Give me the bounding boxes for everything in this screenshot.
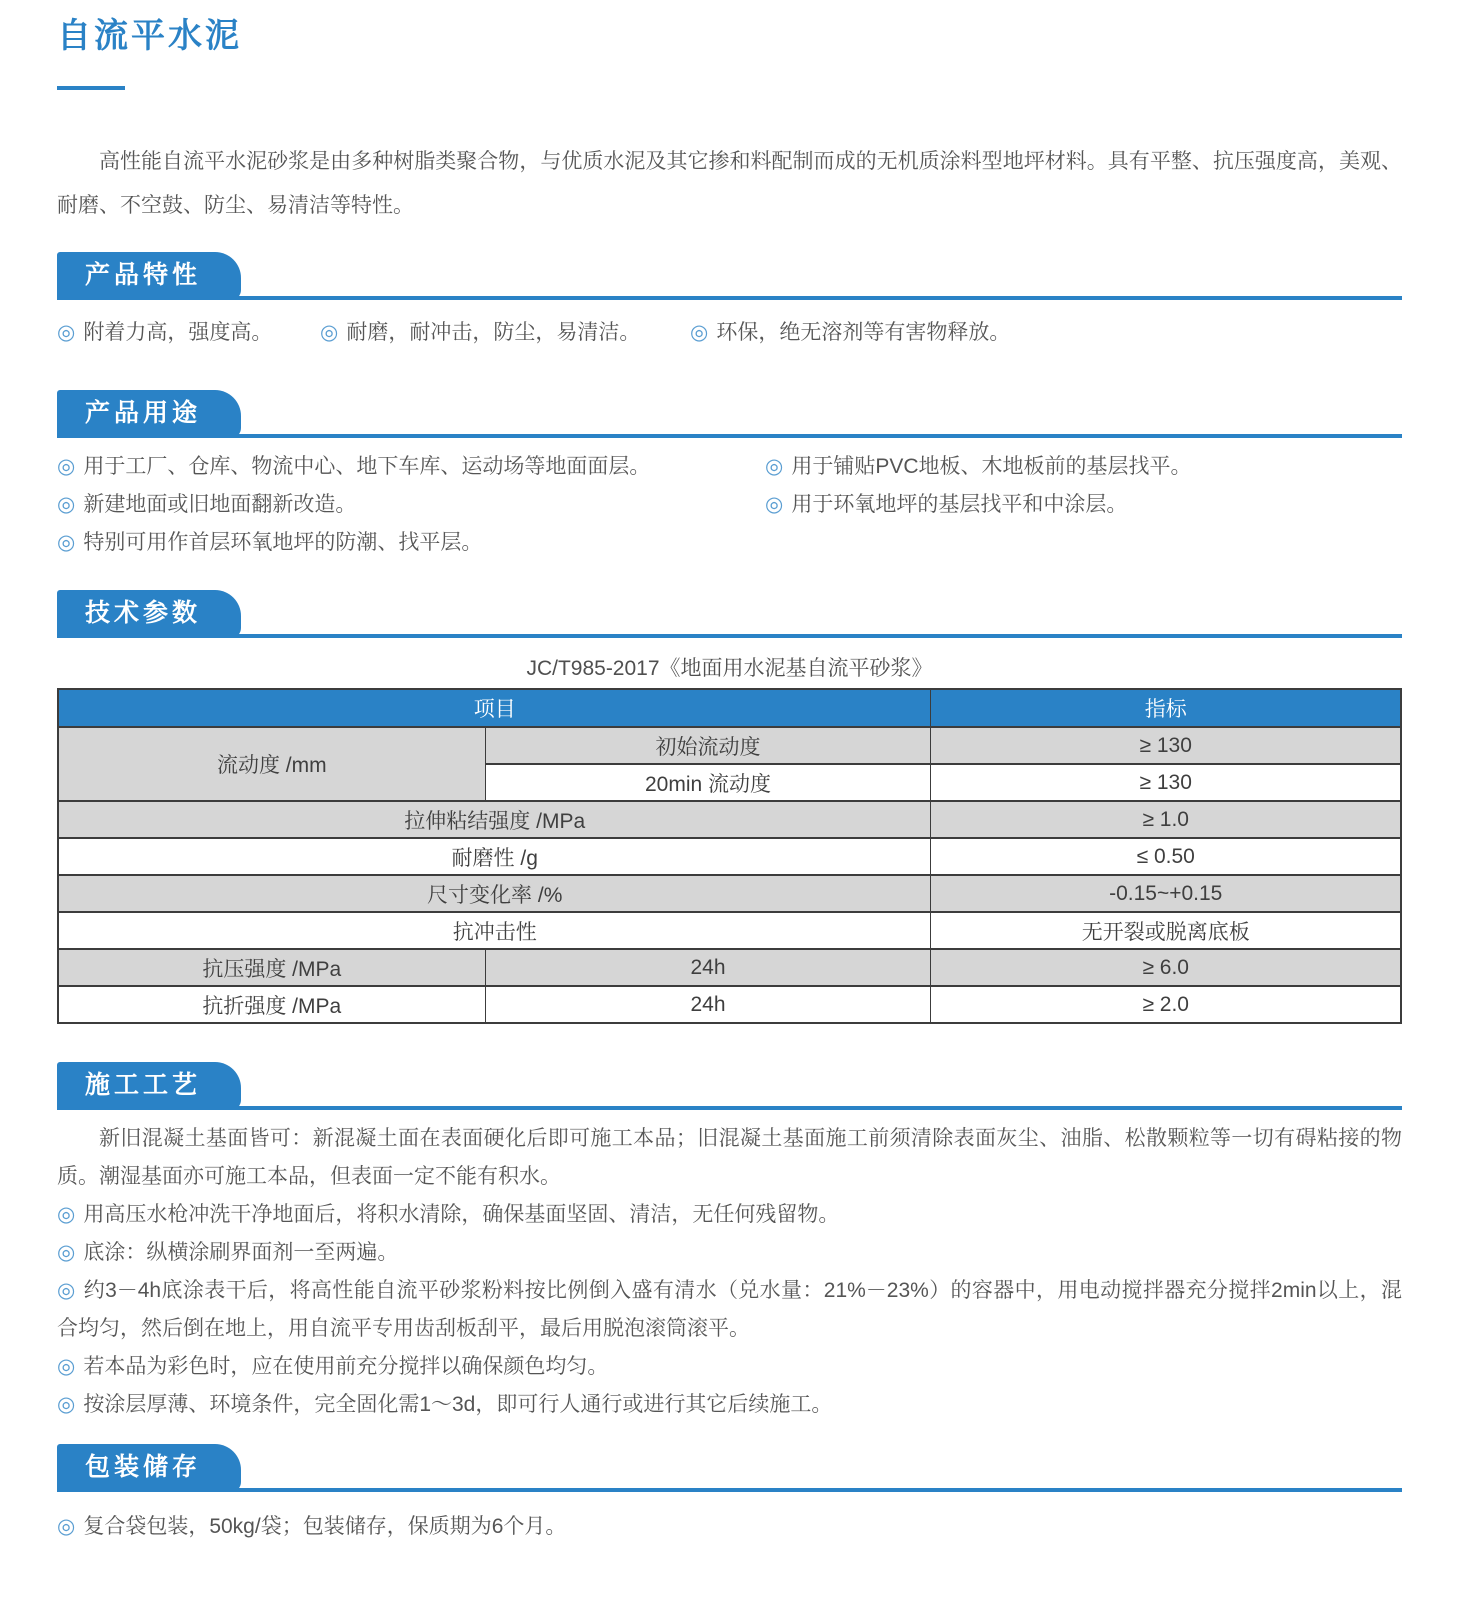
- table-row: [58, 986, 1401, 1023]
- section-header-uses: [57, 390, 1402, 438]
- uses-list-right: [765, 448, 1402, 562]
- section-tab: 包装储存: [57, 1444, 241, 1492]
- standard-reference: JC/T985-2017《地面用水泥基自流平砂浆》: [526, 657, 933, 680]
- list-item: [765, 486, 1402, 524]
- bullet-text: 用于环氧地坪的基层找平和中涂层。: [791, 493, 1128, 516]
- process-instructions: [57, 1120, 1402, 1424]
- table-cell: 拉伸粘结强度 /MPa: [58, 801, 931, 838]
- table-cell: -0.15~+0.15: [931, 875, 1401, 912]
- table-cell: 20min 流动度: [485, 764, 931, 801]
- list-item: [57, 1386, 1402, 1424]
- bullet-text: 约3－4h底涂表干后，将高性能自流平砂浆粉料按比例倒入盛有清水（兑水量：21%－23%）的容器中，用电动搅拌器充分搅拌2min以上，混合均匀，然后倒在地上，用自流平专用齿刮板刮平，最后用脱泡滚筒滚平。: [57, 1279, 1402, 1340]
- table-cell: 抗压强度 /MPa: [58, 949, 485, 986]
- table-cell: 24h: [485, 949, 931, 986]
- title-underline: [57, 86, 125, 90]
- bullseye-icon: ◎: [690, 321, 709, 344]
- list-item: [57, 524, 765, 562]
- list-item: [765, 448, 1402, 486]
- section-tab: 技术参数: [57, 590, 241, 638]
- table-cell: 初始流动度: [485, 727, 931, 764]
- list-item: [57, 448, 765, 486]
- table-cell: 无开裂或脱离底板: [931, 912, 1401, 949]
- bullet-text: 若本品为彩色时，应在使用前充分搅拌以确保颜色均匀。: [83, 1355, 609, 1378]
- bullet-text: 用于铺贴PVC地板、木地板前的基层找平。: [791, 455, 1192, 478]
- table-row: [58, 801, 1401, 838]
- list-item: [57, 1272, 1402, 1348]
- packaging-info: [57, 1508, 1402, 1546]
- list-item: [690, 314, 1402, 352]
- table-row: [58, 949, 1401, 986]
- table-cell: 抗冲击性: [58, 912, 931, 949]
- table-cell: 耐磨性 /g: [58, 838, 931, 875]
- table-cell: ≥ 2.0: [931, 986, 1401, 1023]
- bullseye-icon: ◎: [320, 321, 339, 344]
- bullseye-icon: ◎: [57, 321, 76, 344]
- table-cell: 尺寸变化率 /%: [58, 875, 931, 912]
- bullet-text: 用高压水枪冲洗干净地面后，将积水清除，确保基面坚固、清洁，无任何残留物。: [83, 1203, 840, 1226]
- bullet-text: 底涂：纵横涂刷界面剂一至两遍。: [83, 1241, 399, 1264]
- bullet-text: 用于工厂、仓库、物流中心、地下车库、运动场等地面面层。: [83, 455, 651, 478]
- bullseye-icon: ◎: [765, 493, 784, 516]
- table-row: [58, 838, 1401, 875]
- bullseye-icon: ◎: [57, 1515, 76, 1538]
- column-header-item: 项目: [58, 689, 931, 727]
- bullet-text: 附着力高，强度高。: [83, 321, 273, 344]
- bullseye-icon: ◎: [57, 1279, 76, 1302]
- table-header-row: [58, 689, 1401, 727]
- specs-table: [57, 688, 1402, 1024]
- list-item: [57, 1348, 1402, 1386]
- table-row: [58, 912, 1401, 949]
- table-cell: ≥ 6.0: [931, 949, 1401, 986]
- section-rule: [57, 434, 1402, 438]
- bullet-text: 新建地面或旧地面翻新改造。: [83, 493, 357, 516]
- page-title: 自流平水泥: [57, 17, 242, 55]
- intro-paragraph: 高性能自流平水泥砂浆是由多种树脂类聚合物，与优质水泥及其它掺和料配制而成的无机质涂料型地坪材料。具有平整、抗压强度高，美观、耐磨、不空鼓、防尘、易清洁等特性。: [57, 150, 1402, 217]
- features-list: [57, 314, 1402, 352]
- bullseye-icon: ◎: [57, 1393, 76, 1416]
- process-intro: 新旧混凝土基面皆可：新混凝土面在表面硬化后即可施工本品；旧混凝土基面施工前须清除表面灰尘、油脂、松散颗粒等一切有碍粘接的物质。潮湿基面亦可施工本品，但表面一定不能有积水。: [57, 1127, 1402, 1188]
- table-cell: ≥ 130: [931, 727, 1401, 764]
- bullseye-icon: ◎: [765, 455, 784, 478]
- section-rule: [57, 1106, 1402, 1110]
- list-item: [57, 314, 320, 352]
- bullet-text: 复合袋包装，50kg/袋；包装储存，保质期为6个月。: [83, 1515, 567, 1538]
- bullet-text: 特别可用作首层环氧地坪的防潮、找平层。: [83, 531, 483, 554]
- section-header-features: [57, 252, 1402, 300]
- section-tab: 施工工艺: [57, 1062, 241, 1110]
- list-item: [320, 314, 690, 352]
- list-item: [57, 1508, 1402, 1546]
- table-row: [58, 727, 1401, 764]
- bullet-text: 环保，绝无溶剂等有害物释放。: [716, 321, 1011, 344]
- section-rule: [57, 296, 1402, 300]
- table-cell: ≥ 130: [931, 764, 1401, 801]
- table-cell: ≥ 1.0: [931, 801, 1401, 838]
- bullseye-icon: ◎: [57, 455, 76, 478]
- section-tab: 产品特性: [57, 252, 241, 300]
- section-header-packaging: [57, 1444, 1402, 1492]
- bullseye-icon: ◎: [57, 531, 76, 554]
- list-item: [57, 486, 765, 524]
- table-cell: 抗折强度 /MPa: [58, 986, 485, 1023]
- list-item: [57, 1234, 1402, 1272]
- column-header-index: 指标: [931, 689, 1401, 727]
- bullet-text: 按涂层厚薄、环境条件，完全固化需1～3d，即可行人通行或进行其它后续施工。: [83, 1393, 833, 1416]
- table-row: [58, 875, 1401, 912]
- section-header-process: [57, 1062, 1402, 1110]
- section-tab: 产品用途: [57, 390, 241, 438]
- section-header-specs: [57, 590, 1402, 638]
- uses-list: [57, 448, 1402, 562]
- bullseye-icon: ◎: [57, 1203, 76, 1226]
- bullseye-icon: ◎: [57, 493, 76, 516]
- bullseye-icon: ◎: [57, 1241, 76, 1264]
- bullet-text: 耐磨，耐冲击，防尘，易清洁。: [346, 321, 641, 344]
- list-item: [57, 1196, 1402, 1234]
- table-cell: 24h: [485, 986, 931, 1023]
- bullseye-icon: ◎: [57, 1355, 76, 1378]
- section-rule: [57, 1488, 1402, 1492]
- table-cell: ≤ 0.50: [931, 838, 1401, 875]
- table-cell: 流动度 /mm: [58, 727, 485, 801]
- uses-list-left: [57, 448, 765, 562]
- section-rule: [57, 634, 1402, 638]
